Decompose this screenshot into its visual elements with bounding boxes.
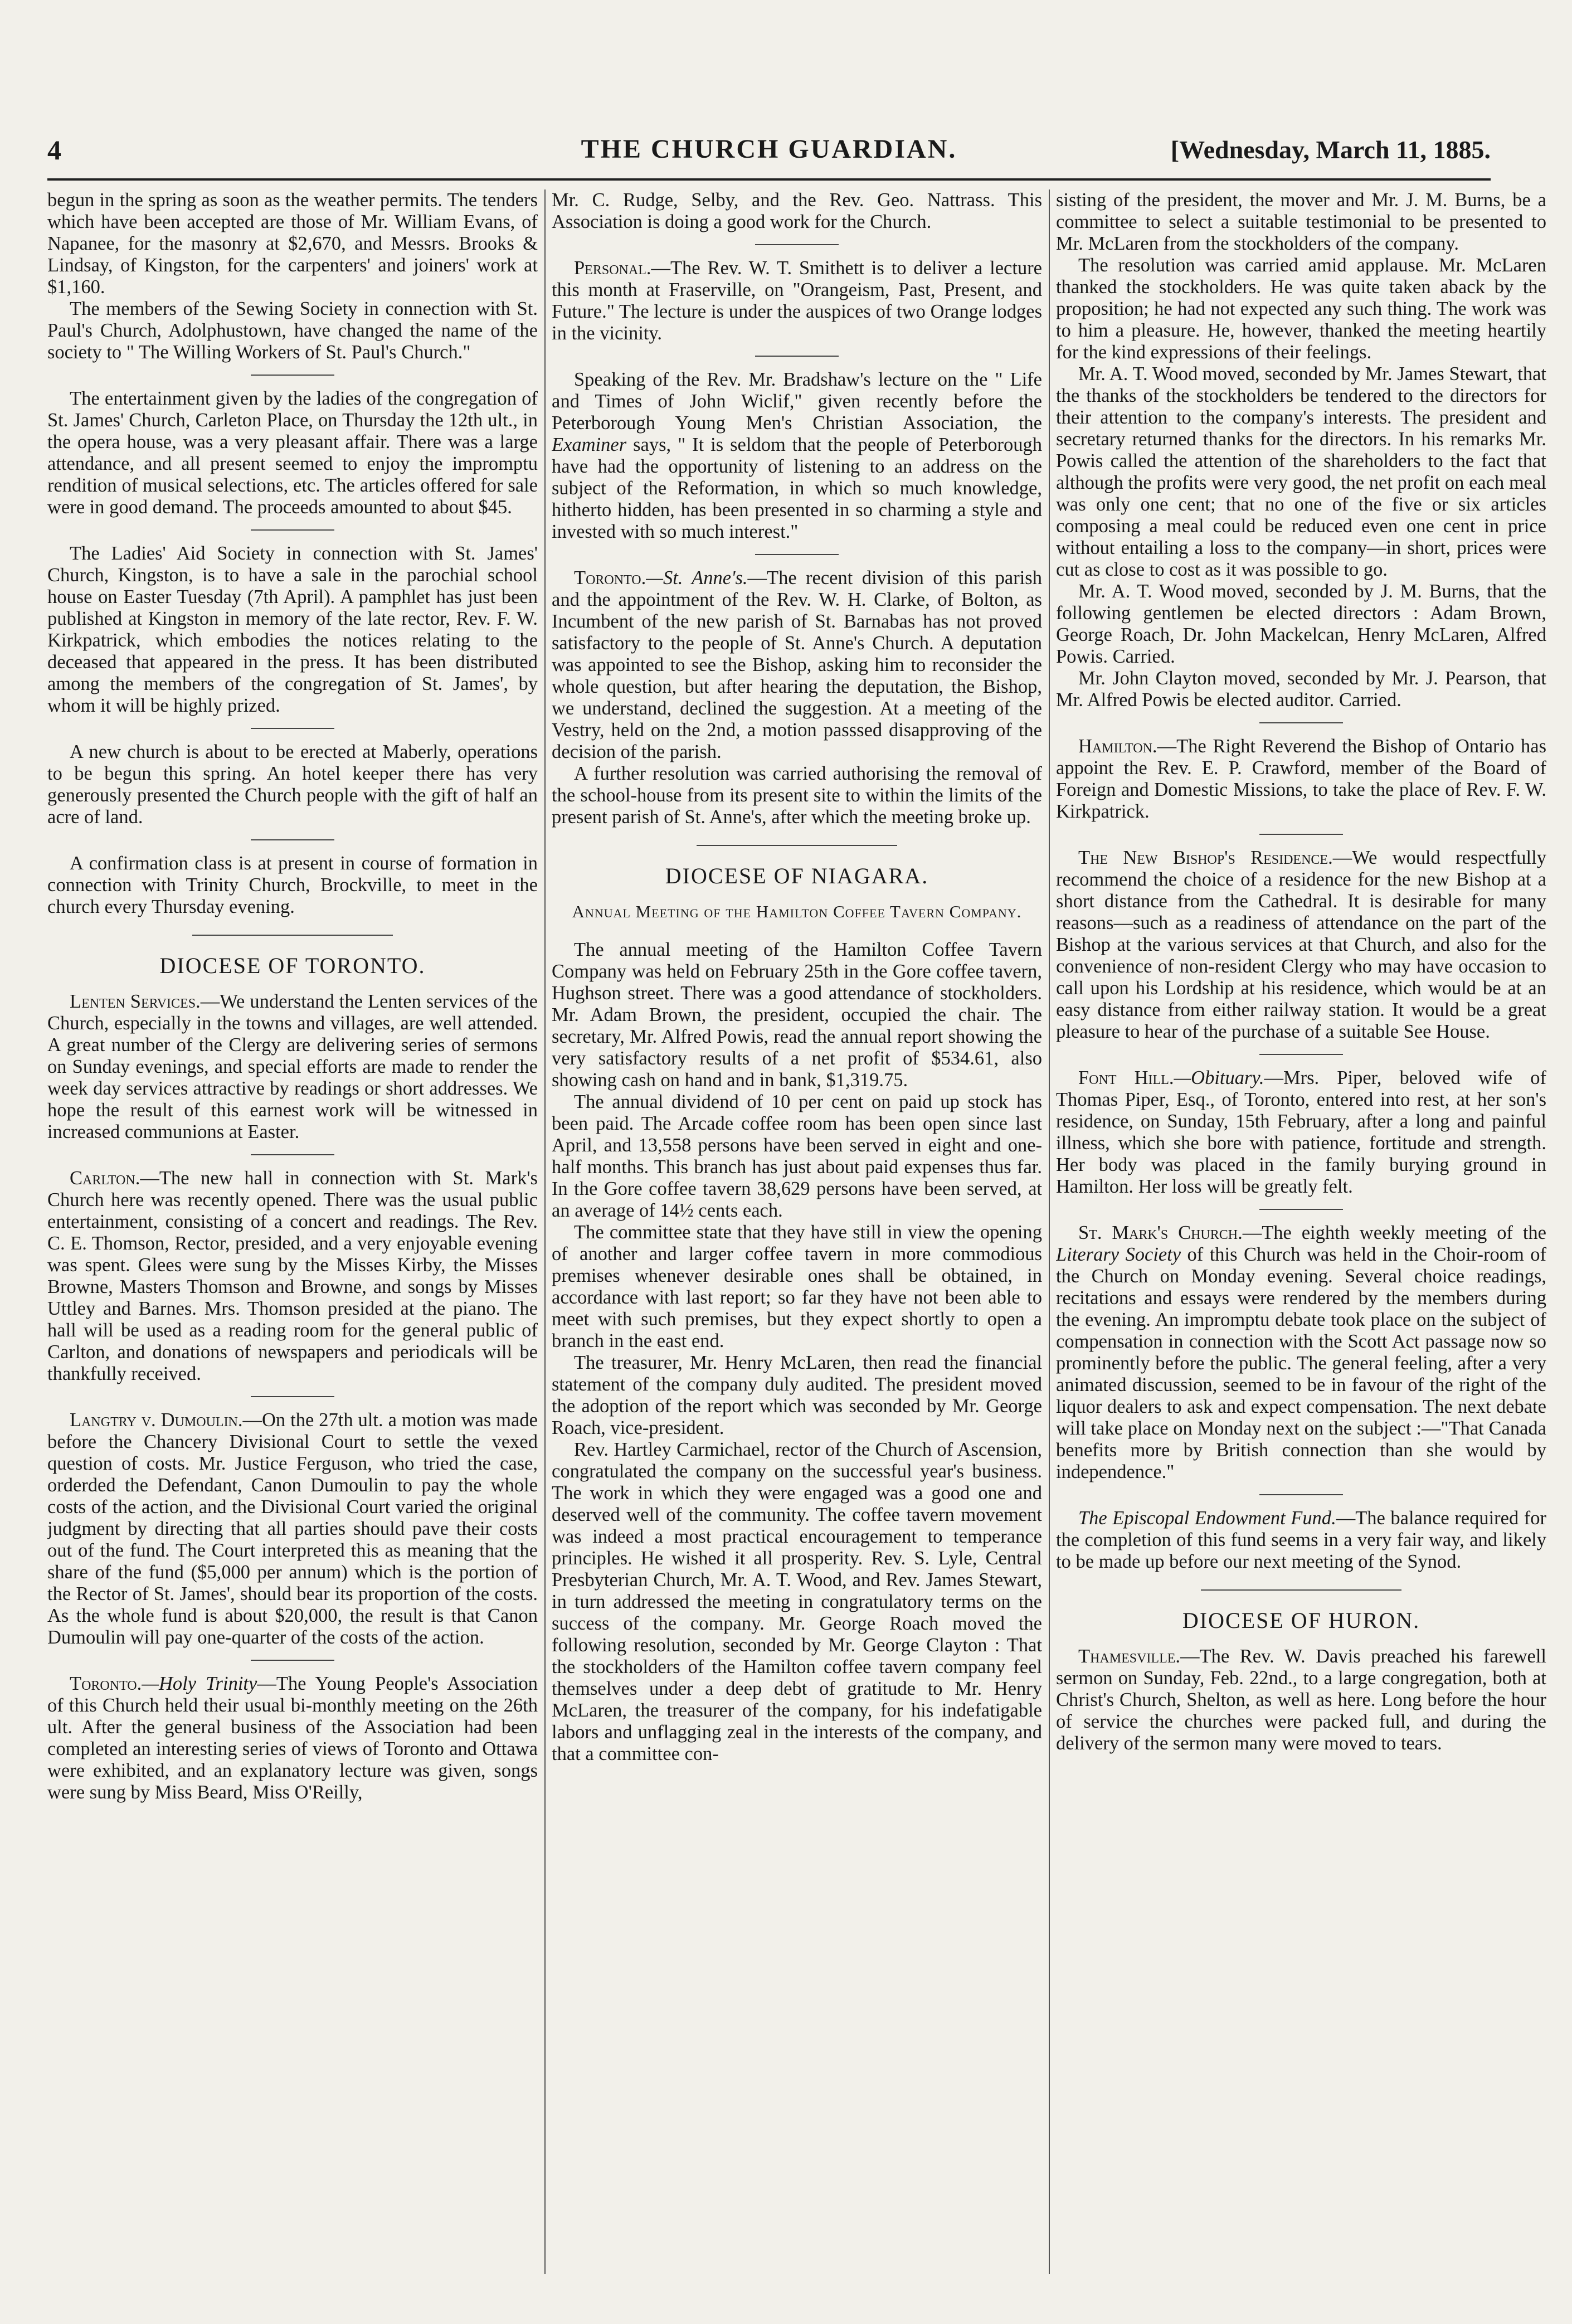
item-subject: —St. Anne's. [646, 567, 748, 589]
newspaper-title: THE CHURCH GUARDIAN. [581, 134, 957, 164]
article-paragraph: begun in the spring as soon as the weather permits. The tenders which have been accepted are those of Mr. William Evans, of Napanee, for the masonry at $2,670, and Messrs. Brooks & Lindsay, of Kingston, for the carpenters' and joiners' work at $1,160. [47, 189, 538, 298]
article-paragraph [47, 1168, 538, 1385]
article-paragraph: A further resolution was carried authorising the removal of the school-house from its present site to within the limits of the present parish of St. Anne's, after which the meeting broke up. [552, 763, 1042, 828]
page-number: 4 [47, 134, 61, 166]
separator-rule [251, 1154, 334, 1155]
article-paragraph: A new church is about to be erected at Maberly, operations to be begun this spring. An hotel keeper there has very generously presented the Church people with the gift of half an acre of land. [47, 741, 538, 828]
item-body: —On the 27th ult. a motion was made before the Chancery Divisional Court to settle the vexed question of costs. Mr. Justice Ferguson, who tried the case, orderded the Defendant, Canon Dumoulin to pay the whole costs of the action, and the Divisional Court varied the original judgment by directing that all parties should pave their costs out of the fund. The Court interpreted this as meaning that the share of the fund ($5,000 per annum) which is the portion of the Rector of St. James', should bear its proportion of the costs. As the whole fund is about $20,000, the result is that Canon Dumoulin will pay one-quarter of the costs of the action. [47, 1409, 538, 1648]
separator-rule [1259, 1054, 1343, 1055]
article-paragraph [1056, 1222, 1546, 1483]
item-body: —The recent division of this parish and the appointment of the Rev. W. H. Clarke, of Bolton, as Incumbent of the new parish of St. Barnabas has not proved satisfactory to the people of St. Anne's Church. A deputation was appointed to see the Bishop, asking him to reconsider the whole question, but after hearing the deputation, the Bishop, we understand, declined the suggestion. At a meeting of the Vestry, held on the 2nd, a motion passsed disapproving of the decision of the parish. [552, 567, 1042, 762]
item-lead: Lenten Services. [70, 991, 201, 1012]
article-paragraph: The Ladies' Aid Society in connection with St. James' Church, Kingston, is to have a sale in the parochial school house on Easter Tuesday (7th April). A pamphlet has just been published at Kingston in memory of the late rector, Rev. F. W. Kirkpatrick, which embodies the notices relating to the deceased that appeared in the press. It has been distributed among the members of the congregation of St. James', by whom it will be highly prized. [47, 543, 538, 716]
article-paragraph: Rev. Hartley Carmichael, rector of the Church of Ascension, congratulated the company on the successful year's business. The work in which they were engaged was a good one and deserved well of the community. The coffee tavern movement was indeed a most practical encouragement to temperance principles. He wished it all prosperity. Rev. S. Lyle, Central Presbyterian Church, Mr. A. T. Wood, and Rev. James Stewart, in turn addressed the meeting in congratulatory terms on the success of the company. Mr. George Roach moved the following resolution, seconded by Mr. George Clayton : That the stockholders of the Hamilton coffee tavern company feel themselves under a deep debt of gratitude to Mr. Henry McLaren, the treasurer of the company, for his indefatigable labors and unflagging zeal in the interests of the company, and that a committee con- [552, 1439, 1042, 1764]
item-subject: The Episcopal Endowment Fund. [1078, 1508, 1336, 1529]
article-paragraph [47, 1409, 538, 1649]
issue-date: [Wednesday, March 11, 1885. [1170, 135, 1491, 164]
item-body: —The Rev. W. T. Smithett is to deliver a lecture this month at Fraserville, on "Orangeism, Past, Present, and Future." The lecture is under the auspices of two Orange lodges in the vicinity. [552, 257, 1042, 344]
article-paragraph [552, 567, 1042, 763]
item-body: —The Right Reverend the Bishop of Ontario has appoint the Rev. E. P. Crawford, member of the Board of Foreign and Domestic Missions, to take the place of Rev. F. W. Kirkpatrick. [1056, 736, 1546, 822]
section-heading: DIOCESE OF HURON. [1182, 1608, 1420, 1633]
item-lead: Toronto. [574, 567, 646, 589]
article-paragraph [47, 991, 538, 1143]
item-body: —We understand the Lenten services of the Church, especially in the towns and villages, are well attended. A great number of the Clergy are delivering series of sermons on Sunday evenings, and special efforts are made to render the week day services attractive by readings or short addresses. We hope the result of this earnest work will be witnessed in increased communions at Easter. [47, 991, 538, 1142]
column-3 [1056, 189, 1546, 2285]
item-lead: Hamilton. [1078, 736, 1157, 757]
column-2 [552, 189, 1042, 2285]
section-heading: DIOCESE OF TORONTO. [159, 953, 426, 978]
article-subheading: Annual Meeting of the Hamilton Coffee Tavern Company. [572, 902, 1022, 921]
item-body: —We would respectfully recommend the choice of a residence for the new Bishop at a short distance from the Cathedral. It is desirable for many reasons—such as a readiness of attendance on the part of the Bishop at the various services at that Church, and also for the convenience of non-resident Clergy who may have occasion to call upon his Lordship at his residence, which would be at an easy distance from either railway station. It would be a great pleasure to hear of the purchase of a suitable See House. [1056, 847, 1546, 1042]
article-paragraph: The resolution was carried amid applause. Mr. McLaren thanked the stockholders. He was quite taken aback by the proposition; he had not expected any such thing. The work was to him a pleasure. He, however, thanked the meeting heartily for the kind expressions of their feelings. [1056, 255, 1546, 363]
article-paragraph: The members of the Sewing Society in connection with St. Paul's Church, Adolphustown, have changed the name of the society to " The Willing Workers of St. Paul's Church." [47, 298, 538, 363]
separator-rule [1259, 1494, 1343, 1495]
item-lead: St. Mark's Church. [1078, 1222, 1243, 1243]
item-body: —The Young People's Association of this Church held their usual bi-monthly meeting on the 26th ult. After the general business of the Association had been completed an interesting series of views of Toronto and Ottawa were exhibited, and an explanatory lecture was given, songs were sung by Miss Beard, Miss O'Reilly, [47, 1673, 538, 1803]
separator-rule [755, 244, 839, 245]
article-paragraph [552, 257, 1042, 344]
separator-rule [1259, 834, 1343, 835]
item-body: Speaking of the Rev. Mr. Bradshaw's lecture on the " Life and Times of John Wiclif," given recently before the Peterborough Young Men's Christian Association, the [552, 369, 1042, 434]
article-paragraph: Mr. C. Rudge, Selby, and the Rev. Geo. Nattrass. This Association is doing a good work for the Church. [552, 189, 1042, 232]
article-paragraph [1056, 1646, 1546, 1754]
section-rule [697, 845, 897, 846]
article-paragraph [47, 1673, 538, 1803]
separator-rule [251, 1396, 334, 1397]
separator-rule [251, 375, 334, 376]
separator-rule [755, 356, 839, 357]
separator-rule [1259, 1209, 1343, 1210]
item-lead: The New Bishop's Residence. [1078, 847, 1333, 868]
item-body: —Mrs. Piper, beloved wife of Thomas Piper, Esq., of Toronto, entered into rest, at her son's residence, on Sunday, 15th February, after a long and painful illness, which she bore with patience, fortitude and strength. Her body was placed in the family burying ground in Hamilton. Her loss will be greatly felt. [1056, 1067, 1546, 1197]
article-paragraph: sisting of the president, the mover and Mr. J. M. Burns, be a committee to select a suitable testimonial to be presented to Mr. McLaren from the stockholders of the company. [1056, 189, 1546, 254]
section-rule [192, 935, 393, 936]
article-paragraph: Mr. John Clayton moved, seconded by Mr. J. Pearson, that Mr. Alfred Powis be elected auditor. Carried. [1056, 668, 1546, 711]
masthead [47, 134, 1491, 181]
item-lead: Personal. [574, 257, 651, 279]
item-body: —The Rev. W. Davis preached his farewell sermon on Sunday, Feb. 22nd., to a large congregation, both at Christ's Church, Shelton, as well as here. Long before the hour of service the churches were packed full, and during the delivery of the sermon many were moved to tears. [1056, 1646, 1546, 1754]
item-body: says, " It is seldom that the people of Peterborough have had the opportunity of listening to an address on the subject of the Reformation, in which so much knowledge, hitherto hidden, has been presented in so charming a style and invested with so much interest." [552, 434, 1042, 542]
item-body: —The new hall in connection with St. Mark's Church here was recently opened. There was the usual public entertainment, consisting of a concert and readings. The Rev. C. E. Thomson, Rector, presided, and a very enjoyable evening was spent. Glees were sung by the Misses Kirby, the Misses Browne, Masters Thomson and Browne, and songs by Misses Uttley and Barnes. Mrs. Thomson presided at the piano. The hall will be used as a reading room for the general public of Carlton, and donations of newspapers and periodicals will be thankfully received. [47, 1168, 538, 1384]
section-heading: DIOCESE OF NIAGARA. [665, 863, 929, 888]
column-divider [544, 189, 546, 2274]
item-lead: Carlton. [70, 1168, 140, 1189]
article-paragraph [552, 369, 1042, 543]
article-paragraph: Mr. A. T. Wood moved, seconded by Mr. James Stewart, that the thanks of the stockholders be tendered to the directors for their attention to the company's interests. The president and secretary returned thanks for the directors. In his remarks Mr. Powis called the attention of the shareholders to the fact that although the profits were very good, the net profit on each meal was only one cent; that no one of the five or six articles composing a meal could be reduced even one cent in price without entailing a loss to the company—in short, prices were cut as close to cost as it was possible to go. [1056, 363, 1546, 580]
column-1 [47, 189, 538, 2285]
separator-rule [251, 839, 334, 840]
article-paragraph [1056, 1508, 1546, 1573]
article-paragraph: Mr. A. T. Wood moved, seconded by J. M. Burns, that the following gentlemen be elected directors : Adam Brown, George Roach, Dr. John Mackelcan, Henry McLaren, Alfred Powis. Carried. [1056, 581, 1546, 667]
separator-rule [251, 728, 334, 729]
separator-rule [755, 554, 839, 555]
item-body: —The balance required for the completion of this fund seems in a very fair way, and likely to be made up before our next meeting of the Synod. [1056, 1508, 1546, 1572]
article-paragraph: The treasurer, Mr. Henry McLaren, then read the financial statement of the company duly audited. The president moved the adoption of the report which was seconded by Mr. George Roach, vice-president. [552, 1352, 1042, 1438]
item-lead: Font Hill. [1078, 1067, 1174, 1088]
item-subject: —Obituary. [1174, 1067, 1264, 1088]
column-divider [1049, 189, 1050, 2274]
section-rule [1201, 1589, 1401, 1591]
item-body: —The eighth weekly meeting of the [1242, 1222, 1546, 1243]
article-paragraph: The committee state that they have still in view the opening of another and larger coffee tavern in more commodious premises whenever desirable ones shall be obtained, in accordance with last report; so far they have not been able to meet with such premises, but they expect shortly to open a branch in the east end. [552, 1222, 1042, 1351]
article-paragraph: The entertainment given by the ladies of the congregation of St. James' Church, Carleton Place, on Thursday the 12th ult., in the opera house, was a very pleasant affair. There was a large attendance, and all present seemed to enjoy the impromptu rendition of musical selections, etc. The articles offered for sale were in good demand. The proceeds amounted to about $45. [47, 388, 538, 518]
separator-rule [251, 1660, 334, 1661]
article-paragraph: A confirmation class is at present in course of formation in connection with Trinity Church, Brockville, to meet in the church every Thursday evening. [47, 853, 538, 917]
article-paragraph [1056, 1067, 1546, 1198]
article-paragraph: The annual dividend of 10 per cent on paid up stock has been paid. The Arcade coffee room has been open since last April, and 13,558 persons have been served in eight and one-half months. This branch has just about paid expenses thus far. In the Gore coffee tavern 38,629 persons have been served, at an average of 14½ cents each. [552, 1091, 1042, 1221]
separator-rule [1259, 722, 1343, 723]
article-paragraph [1056, 847, 1546, 1043]
article-paragraph: The annual meeting of the Hamilton Coffee Tavern Company was held on February 25th in the Gore coffee tavern, Hughson street. There was a good attendance of stockholders. Mr. Adam Brown, the president, occupied the chair. The secretary, Mr. Alfred Powis, read the annual report showing the very satisfactory results of a net profit of $534.61, also showing cash on hand and in bank, $1,319.75. [552, 939, 1042, 1091]
separator-rule [251, 529, 334, 531]
item-lead: Langtry v. Dumoulin. [70, 1409, 243, 1431]
article-paragraph [1056, 736, 1546, 823]
item-subject: Literary Society [1056, 1244, 1181, 1265]
item-body: of this Church was held in the Choir-room of the Church on Monday evening. Several choice readings, recitations and essays were rendered by the members during the evening. An impromptu debate took place on the subject of compensation in connection with the Scott Act passage now so prominently before the public. The general feeling, after a very animated discussion, seemed to be in favour of the right of the liquor dealers to ask and expect compensation. The next debate will take place on Monday next on the subject :—"That Canada benefits more by British connection than she would by independence." [1056, 1244, 1546, 1482]
publication-name: Examiner [552, 434, 627, 455]
item-subject: —Holy Trinity [142, 1673, 257, 1694]
item-lead: Thamesville. [1078, 1646, 1181, 1667]
item-lead: Toronto. [70, 1673, 142, 1694]
